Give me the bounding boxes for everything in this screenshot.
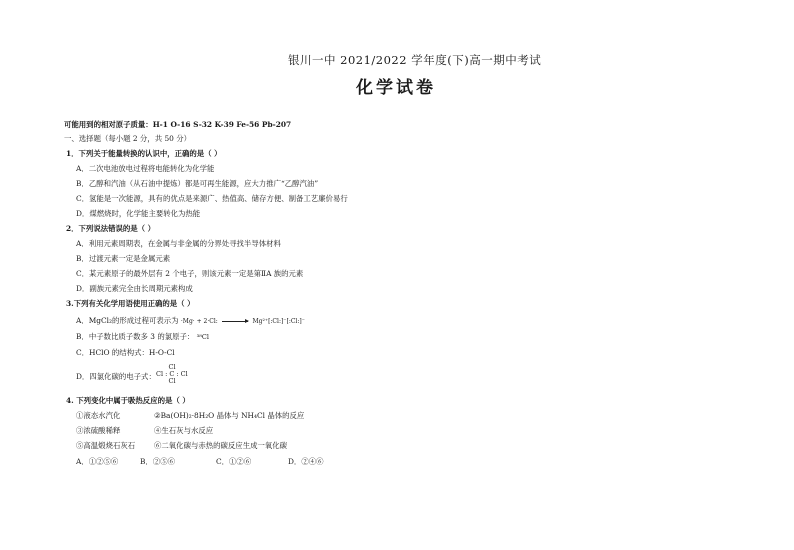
section-one-heading: 一、选择题（每小题 2 分，共 50 分） (64, 134, 191, 143)
exam-title: 化学试卷 (356, 78, 436, 98)
question-4-item-2: ②Ba(OH)₂·8H₂O 晶体与 NH₄Cl 晶体的反应 (154, 411, 305, 420)
question-1-option-c: C．氢能是一次能源，具有的优点是来源广、热值高、储存方便、制备工艺廉价易行 (76, 194, 348, 203)
question-3-option-c: C．HClO 的结构式：H-O-Cl (76, 348, 175, 357)
reaction-arrow-icon (222, 321, 248, 322)
question-2-option-b: B．过渡元素一定是金属元素 (76, 254, 171, 263)
question-4-option-b: B．②⑤⑥ (140, 457, 175, 466)
question-3-option-a-text: A．MgCl₂的形成过程可表示为 (76, 316, 179, 325)
question-3-stem: 3.下列有关化学用语使用正确的是（ ） (66, 299, 195, 308)
question-3-option-a (76, 316, 305, 326)
question-4-item-1: ①液态水汽化 (76, 411, 121, 420)
lewis-top-cl: Cl (168, 363, 176, 371)
question-1-option-d: D．煤燃烧时，化学能主要转化为热能 (76, 209, 201, 218)
question-3-option-b (76, 332, 209, 342)
question-4-option-d: D．②④⑥ (288, 457, 324, 466)
question-2-option-c: C．某元素原子的最外层有 2 个电子，则该元素一定是第ⅡA 族的元素 (76, 269, 304, 278)
question-4-option-a: A．①②⑤⑥ (76, 457, 119, 466)
question-4-item-6: ⑥二氧化碳与赤热的碳反应生成一氧化碳 (154, 441, 288, 450)
lewis-bottom-cl: Cl (168, 377, 176, 385)
ccl4-lewis-structure (156, 363, 188, 385)
question-1-stem: 1．下列关于能量转换的认识中，正确的是（ ） (66, 149, 222, 158)
chlorine-nuclide: ³⁸Cl (196, 333, 209, 341)
question-4-item-5: ⑤高温煅烧石灰石 (76, 441, 136, 450)
mgcl2-reactants: ·Mg· + 2·Cl: (180, 318, 218, 325)
question-2-stem: 2．下列说法错误的是（ ） (66, 224, 156, 233)
question-4-option-c: C．①②⑥ (216, 457, 252, 466)
question-3-option-b-text: B．中子数比质子数多 3 的氯原子： (76, 332, 195, 341)
question-4-stem: 4. 下列变化中属于吸热反应的是（ ） (66, 396, 190, 405)
atomic-masses-line: 可能用到的相对原子质量：H-1 O-16 S-32 K-39 Fe-56 Pb-207 (64, 120, 292, 129)
question-2-option-d: D．副族元素完全由长周期元素构成 (76, 284, 193, 293)
question-1-option-a: A．二次电池放电过程将电能转化为化学能 (76, 164, 215, 173)
question-4-item-4: ④生石灰与水反应 (154, 426, 214, 435)
question-2-option-a: A．利用元素周期表，在金属与非金属的分界处寻找半导体材料 (76, 239, 281, 248)
lewis-middle-row: Cl : C : Cl (156, 370, 188, 378)
question-3-option-d: D．四氯化碳的电子式： (76, 372, 156, 381)
mgcl2-product: Mg²⁺[:Cl:]⁻[:Cl:]⁻ (252, 318, 305, 325)
exam-header: 银川一中 2021/2022 学年度(下)高一期中考试 (288, 53, 542, 67)
question-4-item-3: ③浓硫酸稀释 (76, 426, 121, 435)
question-1-option-b: B．乙醇和汽油（从石油中提炼）都是可再生能源，应大力推广“乙醇汽油” (76, 179, 319, 188)
